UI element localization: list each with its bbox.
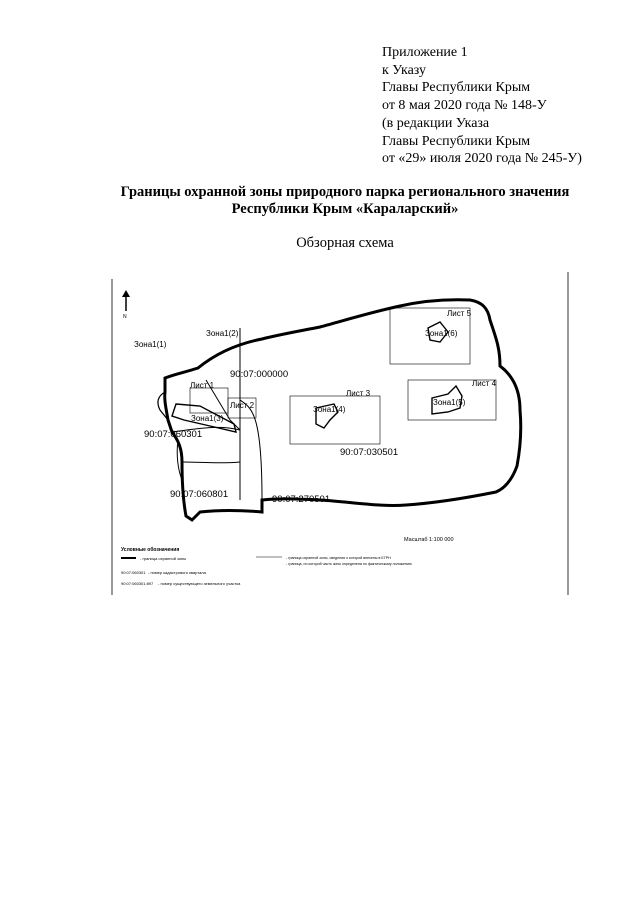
appendix-line: от «29» июля 2020 года № 245-У) xyxy=(382,151,582,167)
sheet-1-frame xyxy=(190,388,228,413)
map-legend xyxy=(121,546,412,586)
scale-label: Масштаб 1:100 000 xyxy=(404,537,454,543)
appendix-line: Приложение 1 xyxy=(382,45,468,60)
cadastral-line xyxy=(240,400,262,500)
legend-line-note-1: - граница охранной зоны, сведения о которой внесены в ЕГРН xyxy=(286,556,391,560)
title-line-1: Границы охранной зоны природного парка регионального значения xyxy=(120,184,570,200)
legend-boundary-text: - граница охранной зоны xyxy=(140,556,187,561)
zone-label-1: Зона1(1) xyxy=(134,340,167,349)
sheet-label-3: Лист 3 xyxy=(346,389,371,398)
appendix-line: от 8 мая 2020 года № 148-У xyxy=(382,98,547,114)
appendix-line: Главы Республики Крым xyxy=(382,80,531,96)
appendix-line: к Указу xyxy=(382,62,427,78)
legend-quarter-code: 90:07:060301 xyxy=(121,570,146,575)
cadastral-label: 90:07:060801 xyxy=(170,489,229,500)
zone-label-3: Зона1(3) xyxy=(191,414,224,423)
sheet-3-frame xyxy=(290,396,380,444)
legend-parcel-text: - номер существующего земельного участка xyxy=(158,581,241,586)
appendix-line: (в редакции Указа xyxy=(382,115,490,131)
zone-label-6: Зона1(6) xyxy=(425,329,458,338)
map-subtitle: Обзорная схема xyxy=(296,235,394,251)
sheet-label-1: Лист 1 xyxy=(190,381,215,390)
sheet-label-2: Лист 2 xyxy=(230,401,255,410)
appendix-line: Главы Республики Крым xyxy=(382,133,531,149)
north-label: N xyxy=(123,314,127,320)
sheet-label-5: Лист 5 xyxy=(447,309,472,318)
zone-label-2: Зона1(2) xyxy=(206,329,239,338)
zone-label-5: Зона1(5) xyxy=(433,398,466,407)
cadastral-label: 90:07:060301 xyxy=(144,429,203,440)
zone-label-4: Зона1(4) xyxy=(313,405,346,414)
legend-heading: Условные обозначения xyxy=(121,547,180,553)
cadastral-label: 90:07:030501 xyxy=(340,447,399,458)
cadastral-label: 90:07:000000 xyxy=(230,369,289,380)
title-line-2: Республики Крым «Караларский» xyxy=(231,201,459,217)
legend-quarter-text: - номер кадастрового квартала xyxy=(148,570,206,575)
cadastral-line xyxy=(182,462,240,463)
legend-line-note-2: - граница, по которой часть зоны определена по фактическому положению xyxy=(286,562,412,566)
legend-parcel-code: 90:07:060301:897 xyxy=(121,581,154,586)
north-arrow-icon xyxy=(122,290,130,311)
sheet-label-4: Лист 4 xyxy=(472,379,497,388)
cadastral-label: 90:07:270501 xyxy=(272,494,331,505)
